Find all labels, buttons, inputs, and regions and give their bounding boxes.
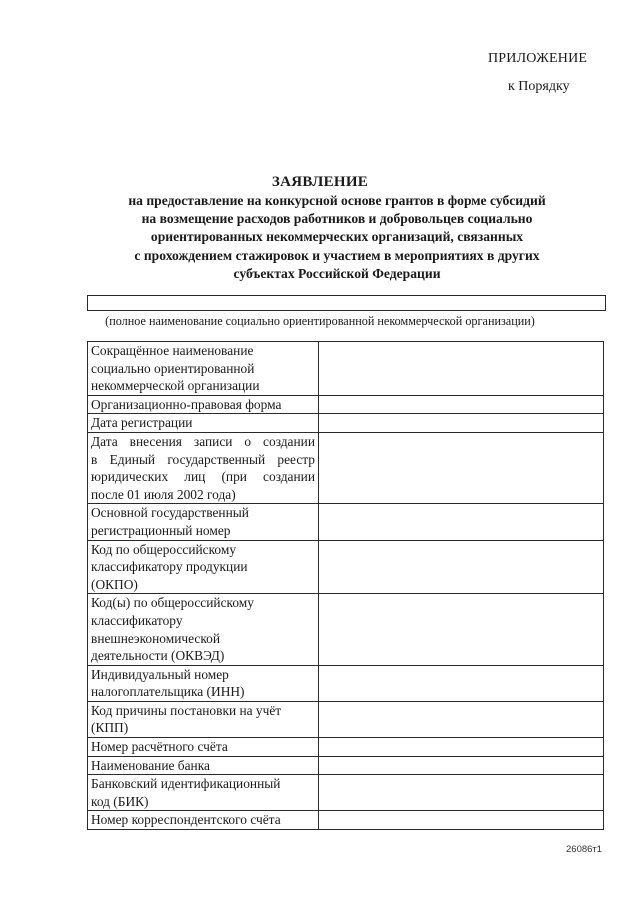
row-value-field[interactable] (319, 756, 604, 775)
table-row (88, 342, 604, 396)
org-full-name-field[interactable] (87, 295, 606, 311)
table-row (88, 504, 604, 540)
org-full-name-caption: (полное наименование социально ориентированной некоммерческой организации) (105, 314, 535, 328)
table-row (88, 540, 604, 594)
table-row (88, 665, 604, 701)
row-value-field[interactable] (319, 775, 604, 811)
table-row (88, 756, 604, 775)
table-row (88, 594, 604, 665)
table-row (88, 811, 604, 830)
row-value-field[interactable] (319, 738, 604, 757)
row-label: Индивидуальный номер налогоплательщика (ИНН) (88, 665, 319, 701)
row-label: Сокращённое наименование социально ориентированной некоммерческой организации (88, 342, 319, 396)
table-row (88, 395, 604, 414)
document-title: ЗАЯВЛЕНИЕ (271, 174, 369, 190)
row-value-field[interactable] (319, 594, 604, 665)
subtitle-line: ориентированных некоммерческих организаций, связанных (150, 229, 524, 245)
row-label: Код причины постановки на учёт (КПП) (88, 701, 319, 737)
row-label: Код по общероссийскому классификатору продукции (ОКПО) (88, 540, 319, 594)
row-label: Основной государственный регистрационный номер (88, 504, 319, 540)
appendix-heading: ПРИЛОЖЕНИЕ (488, 51, 588, 66)
table-row (88, 775, 604, 811)
row-value-field[interactable] (319, 665, 604, 701)
document-subtitle (98, 192, 576, 283)
row-label: Номер расчётного счёта (88, 738, 319, 757)
row-label: Организационно-правовая форма (88, 395, 319, 414)
appendix-subheading: к Порядку (508, 79, 570, 94)
row-label: Наименование банка (88, 756, 319, 775)
row-label: Номер корреспондентского счёта (88, 811, 319, 830)
row-value-field[interactable] (319, 540, 604, 594)
row-label: Дата внесения записи о создании в Единый государственный реестр юридических лиц (при создании после 01 июля 2002 года) (88, 432, 319, 503)
row-label: Банковский идентификационный код (БИК) (88, 775, 319, 811)
table-row (88, 701, 604, 737)
row-value-field[interactable] (319, 395, 604, 414)
row-value-field[interactable] (319, 701, 604, 737)
subtitle-line: субъектах Российской Федерации (233, 265, 441, 281)
row-label: Дата регистрации (88, 414, 319, 433)
document-code: 26086т1 (566, 844, 603, 855)
row-value-field[interactable] (319, 342, 604, 396)
org-details-table (87, 341, 604, 830)
row-value-field[interactable] (319, 504, 604, 540)
row-value-field[interactable] (319, 414, 604, 433)
table-row (88, 738, 604, 757)
row-label: Код(ы) по общероссийскому классификатору внешнеэкономической деятельности (ОКВЭД) (88, 594, 319, 665)
row-value-field[interactable] (319, 432, 604, 503)
subtitle-line: на предоставление на конкурсной основе грантов в форме субсидий (128, 193, 546, 208)
row-value-field[interactable] (319, 811, 604, 830)
subtitle-line: на возмещение расходов работников и добровольцев социально (141, 211, 533, 227)
subtitle-line: с прохождением стажировок и участием в мероприятиях в других (134, 247, 540, 263)
table-row (88, 414, 604, 433)
table-row (88, 432, 604, 503)
